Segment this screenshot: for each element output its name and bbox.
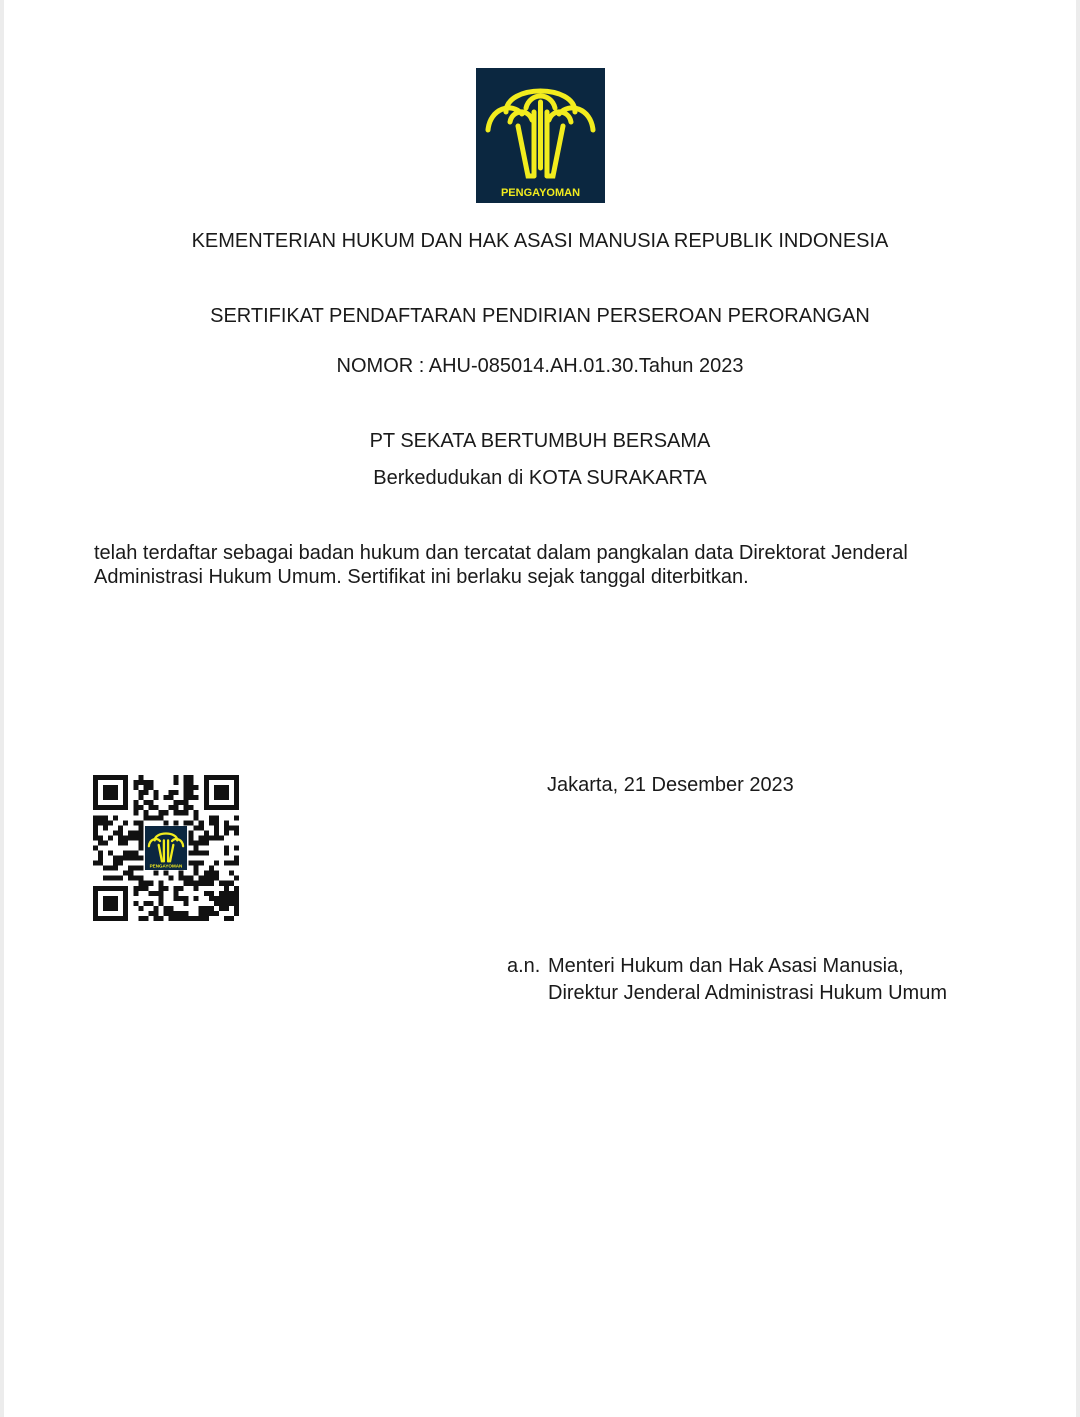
signatory-minister: Menteri Hukum dan Hak Asasi Manusia, [548, 955, 904, 977]
signatory-director-general: Direktur Jenderal Administrasi Hukum Umum [548, 982, 948, 1004]
logo-text: PENGAYOMAN [500, 187, 581, 199]
qr-center-logo [144, 826, 188, 870]
certificate-title: SERTIFIKAT PENDAFTARAN PENDIRIAN PERSEROAN PERORANGAN [210, 305, 870, 327]
place-and-date: Jakarta, 21 Desember 2023 [547, 774, 794, 796]
qr-code[interactable] [93, 775, 239, 921]
certificate-number: NOMOR : AHU-085014.AH.01.30.Tahun 2023 [336, 355, 744, 377]
ministry-name: KEMENTERIAN HUKUM DAN HAK ASASI MANUSIA REPUBLIK INDONESIA [191, 230, 889, 252]
pengayoman-logo [476, 68, 605, 203]
qr-logo-text: PENGAYOMAN [149, 863, 183, 869]
registration-statement: telah terdaftar sebagai badan hukum dan tercatat dalam pangkalan data Direktorat Jenderal Administrasi Hukum Umum. Sertifikat ini berlaku sejak tanggal diterbitkan. [94, 542, 908, 588]
company-domicile: Berkedudukan di KOTA SURAKARTA [373, 467, 707, 489]
company-name: PT SEKATA BERTUMBUH BERSAMA [369, 430, 711, 452]
pengayoman-emblem-icon [144, 826, 188, 870]
certificate-page [4, 0, 1076, 1417]
signature-prefix: a.n. [507, 955, 541, 977]
pengayoman-emblem-icon [476, 68, 605, 203]
